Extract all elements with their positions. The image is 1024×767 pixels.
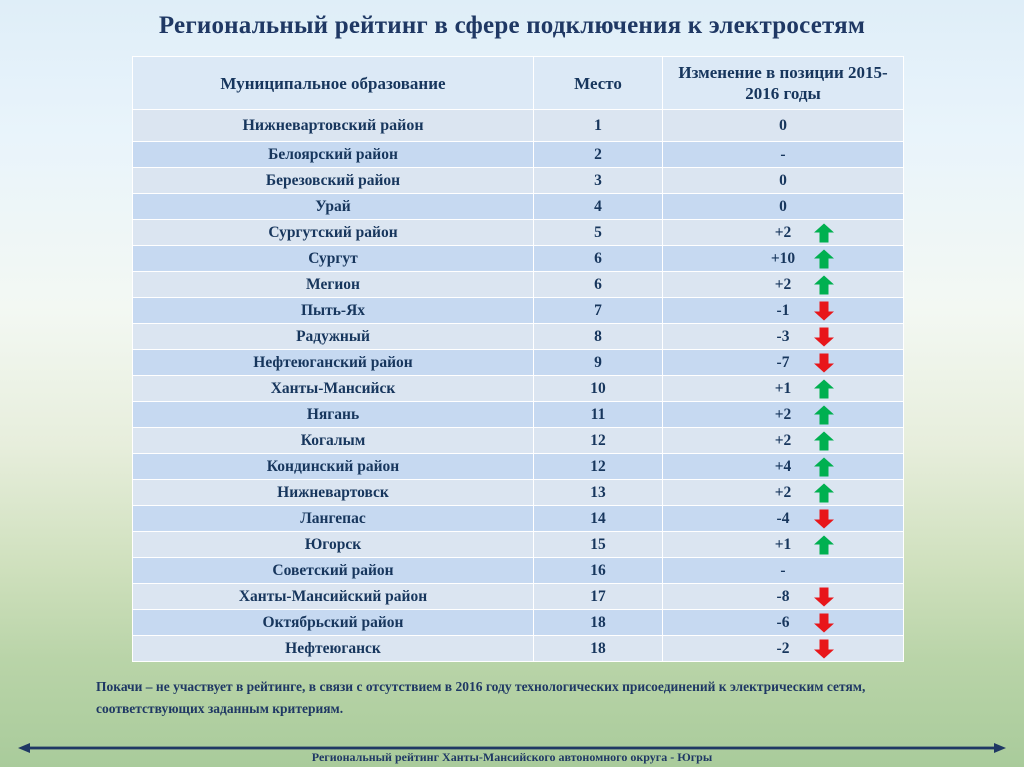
table-header-row: [133, 57, 904, 110]
cell-change: [663, 298, 904, 324]
table-row: [133, 610, 904, 636]
arrow-down-icon: [814, 509, 834, 528]
change-wrapper: [768, 198, 798, 216]
change-wrapper: [768, 588, 798, 606]
cell-place: 8: [534, 324, 663, 350]
change-wrapper: [768, 328, 798, 346]
cell-municipality: Октябрьский район: [133, 610, 534, 636]
cell-municipality: Березовский район: [133, 168, 534, 194]
cell-change: [663, 246, 904, 272]
cell-municipality: Нижневартовск: [133, 480, 534, 506]
cell-change: [663, 110, 904, 142]
cell-municipality: Нефтеюганский район: [133, 350, 534, 376]
table-row: [133, 272, 904, 298]
table-row: [133, 298, 904, 324]
cell-municipality: Белоярский район: [133, 142, 534, 168]
change-value: -1: [776, 301, 790, 319]
cell-change: [663, 610, 904, 636]
cell-place: 12: [534, 454, 663, 480]
arrow-up-icon: [814, 249, 834, 268]
cell-municipality: Пыть-Ях: [133, 298, 534, 324]
cell-change: [663, 584, 904, 610]
change-wrapper: [768, 224, 798, 242]
cell-place: 6: [534, 272, 663, 298]
arrow-down-icon: [814, 613, 834, 632]
cell-place: 18: [534, 610, 663, 636]
cell-change: [663, 480, 904, 506]
cell-change: [663, 402, 904, 428]
cell-municipality: Сургутский район: [133, 220, 534, 246]
table-row: [133, 110, 904, 142]
table-row: [133, 376, 904, 402]
table-row: [133, 402, 904, 428]
column-header-municipality: Муниципальное образование: [133, 57, 534, 110]
change-value: -2: [776, 639, 790, 657]
cell-place: 2: [534, 142, 663, 168]
page-title: Региональный рейтинг в сфере подключения к электросетям: [158, 12, 866, 39]
cell-place: 12: [534, 428, 663, 454]
cell-municipality: Кондинский район: [133, 454, 534, 480]
cell-municipality: Мегион: [133, 272, 534, 298]
change-value: 0: [779, 171, 787, 189]
change-wrapper: [768, 276, 798, 294]
arrow-up-icon: [814, 405, 834, 424]
cell-municipality: Нижневартовский район: [133, 110, 534, 142]
cell-change: [663, 350, 904, 376]
footer-caption: Региональный рейтинг Ханты-Мансийского автономного округа - Югры: [311, 750, 713, 764]
cell-municipality: Нефтеюганск: [133, 636, 534, 662]
cell-change: [663, 532, 904, 558]
table-row: [133, 246, 904, 272]
change-value: +2: [774, 483, 792, 501]
cell-place: 13: [534, 480, 663, 506]
change-value: -8: [776, 587, 790, 605]
column-header-change: Изменение в позиции 2015-2016 годы: [663, 57, 904, 110]
column-header-place: Место: [534, 57, 663, 110]
arrow-up-icon: [814, 535, 834, 554]
arrow-up-icon: [814, 223, 834, 242]
cell-place: 1: [534, 110, 663, 142]
cell-place: 16: [534, 558, 663, 584]
cell-municipality: Сургут: [133, 246, 534, 272]
table-row: [133, 480, 904, 506]
change-value: +4: [774, 457, 792, 475]
arrow-down-icon: [814, 327, 834, 346]
change-wrapper: [768, 406, 798, 424]
cell-change: [663, 142, 904, 168]
change-value: -4: [776, 509, 790, 527]
change-wrapper: [768, 172, 798, 190]
change-value: -: [780, 145, 786, 163]
cell-change: [663, 376, 904, 402]
cell-municipality: Нягань: [133, 402, 534, 428]
change-value: +10: [770, 249, 796, 267]
change-value: -3: [776, 327, 790, 345]
cell-place: 5: [534, 220, 663, 246]
change-wrapper: [768, 614, 798, 632]
cell-place: 17: [534, 584, 663, 610]
change-wrapper: [768, 510, 798, 528]
cell-place: 15: [534, 532, 663, 558]
change-wrapper: [768, 640, 798, 658]
change-value: +2: [774, 431, 792, 449]
change-value: +1: [774, 379, 792, 397]
cell-place: 4: [534, 194, 663, 220]
cell-municipality: Советский район: [133, 558, 534, 584]
table-row: [133, 506, 904, 532]
change-value: +2: [774, 223, 792, 241]
change-value: +2: [774, 275, 792, 293]
cell-municipality: Ханты-Мансийск: [133, 376, 534, 402]
change-wrapper: [768, 484, 798, 502]
cell-change: [663, 168, 904, 194]
cell-place: 9: [534, 350, 663, 376]
cell-change: [663, 272, 904, 298]
change-wrapper: [768, 354, 798, 372]
change-value: 0: [779, 116, 787, 134]
change-value: -: [780, 561, 786, 579]
arrow-up-icon: [814, 483, 834, 502]
cell-change: [663, 506, 904, 532]
table-body: [133, 110, 904, 662]
change-wrapper: [768, 302, 798, 320]
change-value: -7: [776, 353, 790, 371]
cell-place: 7: [534, 298, 663, 324]
change-wrapper: [768, 432, 798, 450]
cell-change: [663, 194, 904, 220]
table-row: [133, 428, 904, 454]
cell-change: [663, 220, 904, 246]
cell-place: 11: [534, 402, 663, 428]
table-row: [133, 350, 904, 376]
table-row: [133, 636, 904, 662]
change-wrapper: [768, 458, 798, 476]
footnote: Покачи – не участвует в рейтинге, в связи с отсутствием в 2016 году технологических присоединений к электрическим сетям, соответствующих заданным критериям.: [96, 679, 866, 716]
rating-table-container: [132, 56, 900, 662]
cell-municipality: Югорск: [133, 532, 534, 558]
cell-municipality: Лангепас: [133, 506, 534, 532]
table-header: [133, 57, 904, 110]
cell-change: [663, 428, 904, 454]
change-value: 0: [779, 197, 787, 215]
cell-place: 14: [534, 506, 663, 532]
table-row: [133, 168, 904, 194]
change-value: +2: [774, 405, 792, 423]
cell-place: 3: [534, 168, 663, 194]
cell-change: [663, 324, 904, 350]
table-row: [133, 454, 904, 480]
table-row: [133, 558, 904, 584]
rating-table: [132, 56, 904, 662]
cell-change: [663, 636, 904, 662]
change-value: -6: [776, 613, 790, 631]
cell-municipality: Ханты-Мансийский район: [133, 584, 534, 610]
change-wrapper: [768, 117, 798, 135]
cell-place: 10: [534, 376, 663, 402]
table-row: [133, 532, 904, 558]
arrow-down-icon: [814, 587, 834, 606]
change-wrapper: [768, 380, 798, 398]
change-wrapper: [768, 536, 798, 554]
table-row: [133, 220, 904, 246]
change-wrapper: [768, 562, 798, 580]
arrow-down-icon: [814, 639, 834, 658]
cell-municipality: Когалым: [133, 428, 534, 454]
table-row: [133, 142, 904, 168]
table-row: [133, 324, 904, 350]
arrow-down-icon: [814, 353, 834, 372]
arrow-up-icon: [814, 379, 834, 398]
cell-municipality: Радужный: [133, 324, 534, 350]
cell-change: [663, 558, 904, 584]
cell-change: [663, 454, 904, 480]
arrow-down-icon: [814, 301, 834, 320]
arrow-up-icon: [814, 431, 834, 450]
cell-municipality: Урай: [133, 194, 534, 220]
change-wrapper: [768, 250, 798, 268]
change-wrapper: [768, 146, 798, 164]
table-row: [133, 194, 904, 220]
table-row: [133, 584, 904, 610]
cell-place: 6: [534, 246, 663, 272]
arrow-up-icon: [814, 275, 834, 294]
arrow-up-icon: [814, 457, 834, 476]
footer-divider: [18, 740, 1006, 750]
change-value: +1: [774, 535, 792, 553]
cell-place: 18: [534, 636, 663, 662]
